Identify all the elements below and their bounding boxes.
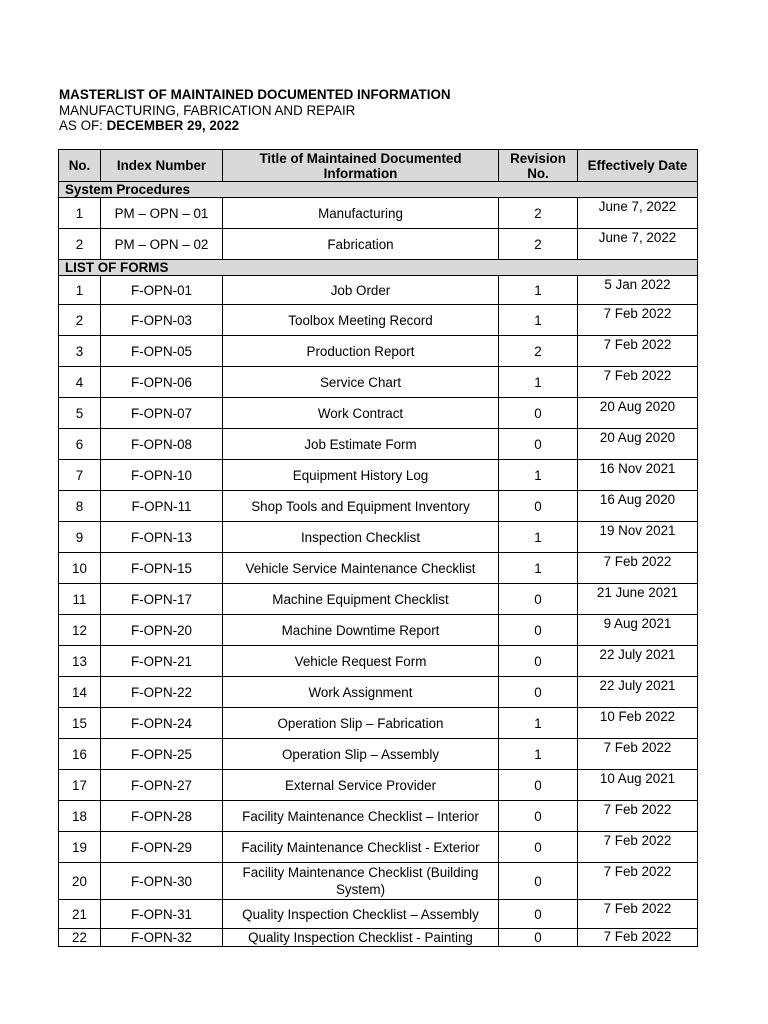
cell-title: Inspection Checklist	[223, 522, 499, 553]
cell-revision: 2	[499, 229, 578, 260]
document-header	[59, 87, 451, 134]
table-row	[59, 198, 698, 229]
cell-revision: 0	[499, 584, 578, 615]
cell-title: Facility Maintenance Checklist - Exterior	[223, 832, 499, 863]
table-row	[59, 460, 698, 491]
cell-effective-date: 19 Nov 2021	[578, 522, 698, 553]
cell-title: Vehicle Request Form	[223, 646, 499, 677]
cell-index-number: F-OPN-27	[101, 770, 223, 801]
cell-no: 11	[59, 584, 101, 615]
cell-index-number: F-OPN-20	[101, 615, 223, 646]
cell-revision: 0	[499, 900, 578, 929]
cell-no: 10	[59, 553, 101, 584]
cell-index-number: F-OPN-21	[101, 646, 223, 677]
cell-title: Work Assignment	[223, 677, 499, 708]
cell-index-number: F-OPN-07	[101, 398, 223, 429]
cell-index-number: F-OPN-05	[101, 336, 223, 367]
cell-effective-date: 10 Feb 2022	[578, 708, 698, 739]
cell-effective-date: 7 Feb 2022	[578, 929, 698, 947]
cell-index-number: F-OPN-08	[101, 429, 223, 460]
cell-revision: 1	[499, 553, 578, 584]
cell-title: Manufacturing	[223, 198, 499, 229]
cell-effective-date: 7 Feb 2022	[578, 863, 698, 900]
cell-index-number: F-OPN-15	[101, 553, 223, 584]
cell-index-number: F-OPN-24	[101, 708, 223, 739]
section-row-forms	[59, 260, 698, 276]
table-row	[59, 429, 698, 460]
cell-index-number: F-OPN-32	[101, 929, 223, 947]
masterlist-table	[58, 149, 698, 947]
cell-title: Operation Slip – Assembly	[223, 739, 499, 770]
cell-effective-date: 20 Aug 2020	[578, 429, 698, 460]
cell-title: Facility Maintenance Checklist – Interior	[223, 801, 499, 832]
document-subtitle: MANUFACTURING, FABRICATION AND REPAIR	[59, 102, 356, 118]
cell-effective-date: 20 Aug 2020	[578, 398, 698, 429]
cell-effective-date: 21 June 2021	[578, 584, 698, 615]
cell-effective-date: June 7, 2022	[578, 198, 698, 229]
cell-title: Machine Downtime Report	[223, 615, 499, 646]
cell-revision: 0	[499, 832, 578, 863]
cell-no: 14	[59, 677, 101, 708]
cell-effective-date: 7 Feb 2022	[578, 305, 698, 336]
cell-no: 5	[59, 398, 101, 429]
as-of-line	[59, 118, 451, 134]
section-title: LIST OF FORMS	[59, 260, 698, 276]
cell-no: 16	[59, 739, 101, 770]
cell-title: Job Estimate Form	[223, 429, 499, 460]
cell-effective-date: June 7, 2022	[578, 229, 698, 260]
cell-effective-date: 7 Feb 2022	[578, 553, 698, 584]
cell-effective-date: 16 Aug 2020	[578, 491, 698, 522]
table-row	[59, 367, 698, 398]
cell-no: 9	[59, 522, 101, 553]
cell-index-number: F-OPN-22	[101, 677, 223, 708]
cell-revision: 0	[499, 429, 578, 460]
cell-index-number: F-OPN-13	[101, 522, 223, 553]
table-row	[59, 863, 698, 900]
table-row	[59, 584, 698, 615]
cell-no: 8	[59, 491, 101, 522]
cell-revision: 1	[499, 522, 578, 553]
cell-title: Toolbox Meeting Record	[223, 305, 499, 336]
table-row	[59, 832, 698, 863]
cell-no: 7	[59, 460, 101, 491]
cell-revision: 1	[499, 739, 578, 770]
cell-revision: 2	[499, 198, 578, 229]
column-header-no: No.	[59, 150, 101, 182]
table-row	[59, 708, 698, 739]
cell-revision: 0	[499, 615, 578, 646]
column-header-title: Title of Maintained Documented Information	[223, 150, 499, 182]
section-title: System Procedures	[59, 182, 698, 198]
table-row	[59, 801, 698, 832]
cell-revision: 1	[499, 708, 578, 739]
cell-revision: 0	[499, 398, 578, 429]
cell-no: 21	[59, 900, 101, 929]
cell-effective-date: 7 Feb 2022	[578, 801, 698, 832]
cell-no: 12	[59, 615, 101, 646]
table-row	[59, 770, 698, 801]
cell-effective-date: 9 Aug 2021	[578, 615, 698, 646]
column-header-revision: Revision No.	[499, 150, 578, 182]
cell-effective-date: 5 Jan 2022	[578, 276, 698, 305]
cell-no: 22	[59, 929, 101, 947]
cell-index-number: F-OPN-17	[101, 584, 223, 615]
table-header-row	[59, 150, 698, 182]
cell-title: Service Chart	[223, 367, 499, 398]
cell-title: Vehicle Service Maintenance Checklist	[223, 553, 499, 584]
cell-title: Job Order	[223, 276, 499, 305]
cell-index-number: F-OPN-06	[101, 367, 223, 398]
cell-no: 4	[59, 367, 101, 398]
cell-no: 18	[59, 801, 101, 832]
cell-no: 17	[59, 770, 101, 801]
cell-title: External Service Provider	[223, 770, 499, 801]
table-row	[59, 739, 698, 770]
cell-revision: 1	[499, 276, 578, 305]
cell-index-number: F-OPN-25	[101, 739, 223, 770]
cell-no: 2	[59, 305, 101, 336]
cell-effective-date: 16 Nov 2021	[578, 460, 698, 491]
cell-title: Operation Slip – Fabrication	[223, 708, 499, 739]
table-row	[59, 646, 698, 677]
cell-revision: 0	[499, 801, 578, 832]
cell-title: Production Report	[223, 336, 499, 367]
table-row	[59, 336, 698, 367]
cell-revision: 0	[499, 770, 578, 801]
table-row	[59, 491, 698, 522]
cell-revision: 0	[499, 677, 578, 708]
table-row	[59, 677, 698, 708]
cell-revision: 0	[499, 863, 578, 900]
cell-index-number: F-OPN-03	[101, 305, 223, 336]
table-row	[59, 615, 698, 646]
cell-revision: 2	[499, 336, 578, 367]
cell-title: Equipment History Log	[223, 460, 499, 491]
cell-title: Work Contract	[223, 398, 499, 429]
cell-title: Fabrication	[223, 229, 499, 260]
cell-effective-date: 7 Feb 2022	[578, 900, 698, 929]
cell-index-number: F-OPN-31	[101, 900, 223, 929]
cell-effective-date: 7 Feb 2022	[578, 367, 698, 398]
cell-title: Shop Tools and Equipment Inventory	[223, 491, 499, 522]
cell-effective-date: 7 Feb 2022	[578, 832, 698, 863]
table-row	[59, 398, 698, 429]
cell-revision: 0	[499, 491, 578, 522]
column-header-index: Index Number	[101, 150, 223, 182]
cell-effective-date: 7 Feb 2022	[578, 739, 698, 770]
cell-index-number: PM – OPN – 01	[101, 198, 223, 229]
cell-index-number: F-OPN-28	[101, 801, 223, 832]
cell-no: 15	[59, 708, 101, 739]
cell-title: Quality Inspection Checklist – Assembly	[223, 900, 499, 929]
column-header-effective-date: Effectively Date	[578, 150, 698, 182]
cell-effective-date: 22 July 2021	[578, 677, 698, 708]
cell-index-number: F-OPN-01	[101, 276, 223, 305]
cell-no: 1	[59, 276, 101, 305]
cell-effective-date: 10 Aug 2021	[578, 770, 698, 801]
cell-no: 6	[59, 429, 101, 460]
cell-no: 20	[59, 863, 101, 900]
cell-no: 19	[59, 832, 101, 863]
cell-index-number: F-OPN-11	[101, 491, 223, 522]
cell-revision: 1	[499, 460, 578, 491]
cell-no: 13	[59, 646, 101, 677]
table-row	[59, 229, 698, 260]
cell-revision: 1	[499, 367, 578, 398]
cell-title: Quality Inspection Checklist - Painting	[223, 929, 499, 947]
cell-revision: 0	[499, 929, 578, 947]
cell-effective-date: 7 Feb 2022	[578, 336, 698, 367]
table-row	[59, 900, 698, 929]
cell-title: Machine Equipment Checklist	[223, 584, 499, 615]
cell-index-number: F-OPN-29	[101, 832, 223, 863]
as-of-date: DECEMBER 29, 2022	[106, 118, 240, 133]
cell-title: Facility Maintenance Checklist (Building System)	[223, 863, 499, 900]
table-row	[59, 276, 698, 305]
as-of-label: AS OF:	[59, 118, 103, 133]
cell-no: 1	[59, 198, 101, 229]
table-row	[59, 522, 698, 553]
cell-no: 2	[59, 229, 101, 260]
cell-effective-date: 22 July 2021	[578, 646, 698, 677]
cell-no: 3	[59, 336, 101, 367]
table-row	[59, 553, 698, 584]
document-title: MASTERLIST OF MAINTAINED DOCUMENTED INFORMATION	[59, 87, 451, 102]
cell-index-number: F-OPN-10	[101, 460, 223, 491]
cell-index-number: F-OPN-30	[101, 863, 223, 900]
section-row-procedures	[59, 182, 698, 198]
table-row	[59, 929, 698, 947]
cell-index-number: PM – OPN – 02	[101, 229, 223, 260]
table-row	[59, 305, 698, 336]
cell-revision: 1	[499, 305, 578, 336]
cell-revision: 0	[499, 646, 578, 677]
